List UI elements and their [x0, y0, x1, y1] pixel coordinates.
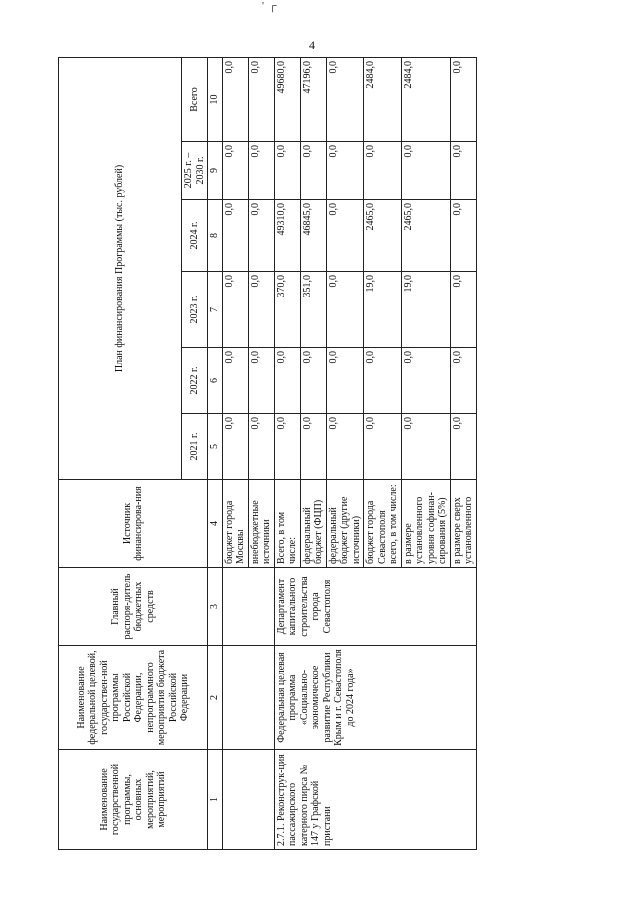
cell-source: бюджет города Москвы: [222, 480, 248, 568]
cell-source: федеральный бюджет (другие источники): [326, 480, 364, 568]
col-number: 2: [208, 646, 223, 750]
header-total: Всего: [182, 57, 208, 141]
cell-value: 2465,0: [401, 200, 450, 272]
cell-source: федеральный бюджет (ФЦП): [300, 480, 326, 568]
rotated-table-wrapper: [58, 58, 592, 850]
cell-value: 47196,0: [300, 57, 326, 141]
cell-value: 0,0: [326, 200, 364, 272]
cell-value: 351,0: [300, 272, 326, 348]
cell-value: 0,0: [450, 414, 476, 480]
cell-source: в размере установленного уровня софинан-сирования (5%): [401, 480, 450, 568]
col-number: 1: [208, 750, 223, 850]
header-plan: План финансирования Программы (тыс. рублей): [59, 57, 182, 479]
cell-value: 0,0: [364, 414, 402, 480]
cell-value: 0,0: [364, 142, 402, 200]
cell-manager: Департамент капитального строительства города Севастополя: [274, 568, 476, 646]
header-year: 2023 г.: [182, 272, 208, 348]
cell-value: 0,0: [248, 142, 274, 200]
cell-value: 370,0: [274, 272, 300, 348]
cell-source: бюджет города Севастополя всего, в том числе:: [364, 480, 402, 568]
cell-empty: [222, 646, 274, 750]
col-number: 10: [208, 57, 223, 141]
cell-value: 0,0: [274, 142, 300, 200]
header-col1: Наименование государственной программы, основных мероприятий, мероприятий: [59, 750, 208, 850]
col-number: 3: [208, 568, 223, 646]
cell-empty: [222, 568, 274, 646]
header-year: 2022 г.: [182, 348, 208, 414]
cell-value: 0,0: [248, 200, 274, 272]
col-number: 6: [208, 348, 223, 414]
cell-value: 0,0: [401, 142, 450, 200]
cell-value: 19,0: [364, 272, 402, 348]
cell-value: 0,0: [248, 348, 274, 414]
cell-empty: [222, 750, 274, 850]
cell-source: в размере сверх установленного: [450, 480, 476, 568]
page-number: 4: [309, 38, 315, 52]
col-number: 8: [208, 200, 223, 272]
cell-value: 0,0: [300, 414, 326, 480]
cell-value: 49310,0: [274, 200, 300, 272]
financing-table: [58, 57, 477, 850]
cell-value: 49680,0: [274, 57, 300, 141]
cell-value: 0,0: [326, 272, 364, 348]
cell-source: Всего, в том числе:: [274, 480, 300, 568]
cell-value: 0,0: [300, 348, 326, 414]
cell-value: 0,0: [450, 348, 476, 414]
cell-program: Федеральная целевая программа «Социально-экономическое развитие Республики Крым и г. Севастополя до 2024 года»: [274, 646, 476, 750]
header-year: 2025 г. – 2030 г.: [182, 142, 208, 200]
table-frame: [58, 58, 592, 850]
cell-value: 0,0: [248, 57, 274, 141]
cell-value: 2484,0: [401, 57, 450, 141]
header-year: 2021 г.: [182, 414, 208, 480]
cell-value: 0,0: [222, 272, 248, 348]
cell-value: 0,0: [222, 142, 248, 200]
scan-mark: ' ┌: [262, 0, 278, 12]
table-row: [222, 57, 248, 849]
cell-value: 0,0: [248, 414, 274, 480]
cell-value: 0,0: [326, 348, 364, 414]
cell-value: 0,0: [401, 348, 450, 414]
col-number: 4: [208, 480, 223, 568]
cell-value: 0,0: [222, 200, 248, 272]
cell-value: 19,0: [401, 272, 450, 348]
col-number: 9: [208, 142, 223, 200]
header-col3: Главный распоря-дитель бюджетных средств: [59, 568, 208, 646]
cell-value: 0,0: [248, 272, 274, 348]
cell-source: внебюджетные источники: [248, 480, 274, 568]
cell-value: 0,0: [450, 57, 476, 141]
table-row: [274, 57, 300, 849]
cell-value: 0,0: [222, 348, 248, 414]
header-col4: Источник финансирова-ния: [59, 480, 208, 568]
cell-value: 0,0: [401, 414, 450, 480]
header-year: 2024 г.: [182, 200, 208, 272]
cell-value: 0,0: [274, 414, 300, 480]
cell-activity-name: 2.7.1. Реконструк-ция пассажирского катерного пирса № 147 у Графской пристани: [274, 750, 476, 850]
cell-value: 0,0: [274, 348, 300, 414]
cell-value: 0,0: [326, 142, 364, 200]
cell-value: 0,0: [222, 57, 248, 141]
col-number: 5: [208, 414, 223, 480]
cell-value: 0,0: [326, 414, 364, 480]
cell-value: 0,0: [450, 200, 476, 272]
cell-value: 0,0: [364, 348, 402, 414]
col-number: 7: [208, 272, 223, 348]
cell-value: 0,0: [326, 57, 364, 141]
cell-value: 0,0: [300, 142, 326, 200]
cell-value: 0,0: [450, 272, 476, 348]
header-col2: Наименование федеральной целевой, государствен-ной программы Российской Федерации, непрограммного мероприятия бюджета Российской Федерации: [59, 646, 208, 750]
cell-value: 0,0: [450, 142, 476, 200]
cell-value: 0,0: [222, 414, 248, 480]
cell-value: 2484,0: [364, 57, 402, 141]
cell-value: 2465,0: [364, 200, 402, 272]
cell-value: 46845,0: [300, 200, 326, 272]
